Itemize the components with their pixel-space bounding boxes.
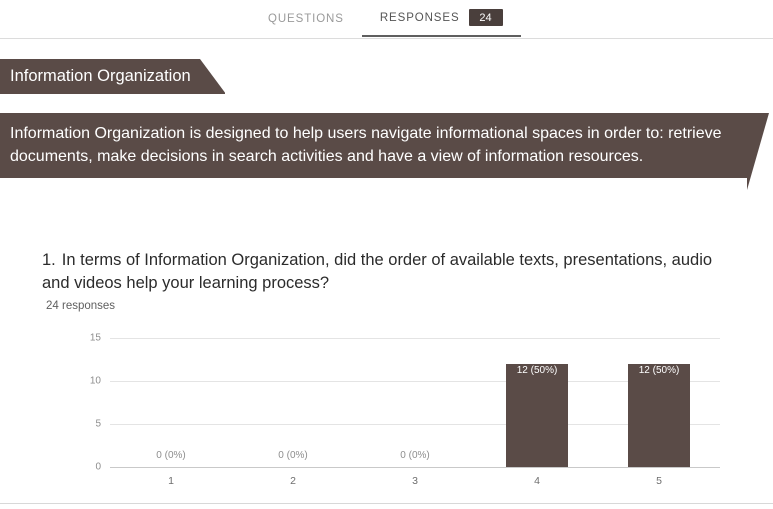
x-tick-4: 4 [534,475,540,487]
x-tick-1: 1 [168,475,174,487]
tab-responses[interactable] [362,0,521,37]
bar-value-5: 12 (50%) [638,365,680,376]
response-bar-chart [40,328,740,498]
bar-value-1: 0 (0%) [156,450,186,461]
x-tick-2: 2 [290,475,296,487]
question-body: In terms of Information Organization, did the order of available texts, presentations, audio and videos help your learning process? [42,251,713,292]
bar-4[interactable] [506,364,568,467]
bar-value-4: 12 (50%) [516,365,558,376]
tab-list [250,0,521,37]
bar-column [476,338,598,487]
y-tick-5: 5 [95,418,101,430]
x-tick-5: 5 [656,475,662,487]
x-axis-line [95,461,720,473]
section-description: Information Organization is designed to help users navigate informational spaces in order to: retrieve documents, make decisions in search activities and have a view of information resources. [0,113,747,178]
tab-questions[interactable] [250,0,362,37]
bar-5[interactable] [628,364,690,467]
bar-column [232,338,354,487]
tab-questions-label: QUESTIONS [268,12,344,25]
bar-column [354,338,476,487]
section-title-ribbon [0,59,225,94]
bar-value-2: 0 (0%) [278,450,308,461]
tab-responses-label: RESPONSES [379,11,460,24]
question-number: 1. [42,251,56,269]
question-response-count: 24 responses [46,300,116,312]
x-tick-3: 3 [412,475,418,487]
bar-value-3: 0 (0%) [400,450,430,461]
bottom-divider [0,503,773,504]
question-text [42,249,732,295]
section-title: Information Organization [10,67,191,85]
y-tick-10: 10 [89,375,101,387]
chart-plot-area [89,332,720,487]
bar-column [598,338,720,487]
y-tick-15: 15 [89,332,101,344]
bar-column [110,338,232,487]
responses-count-badge: 24 [469,9,503,26]
y-tick-0: 0 [95,461,101,473]
response-tabbar [0,0,773,39]
bar-series [110,338,720,487]
